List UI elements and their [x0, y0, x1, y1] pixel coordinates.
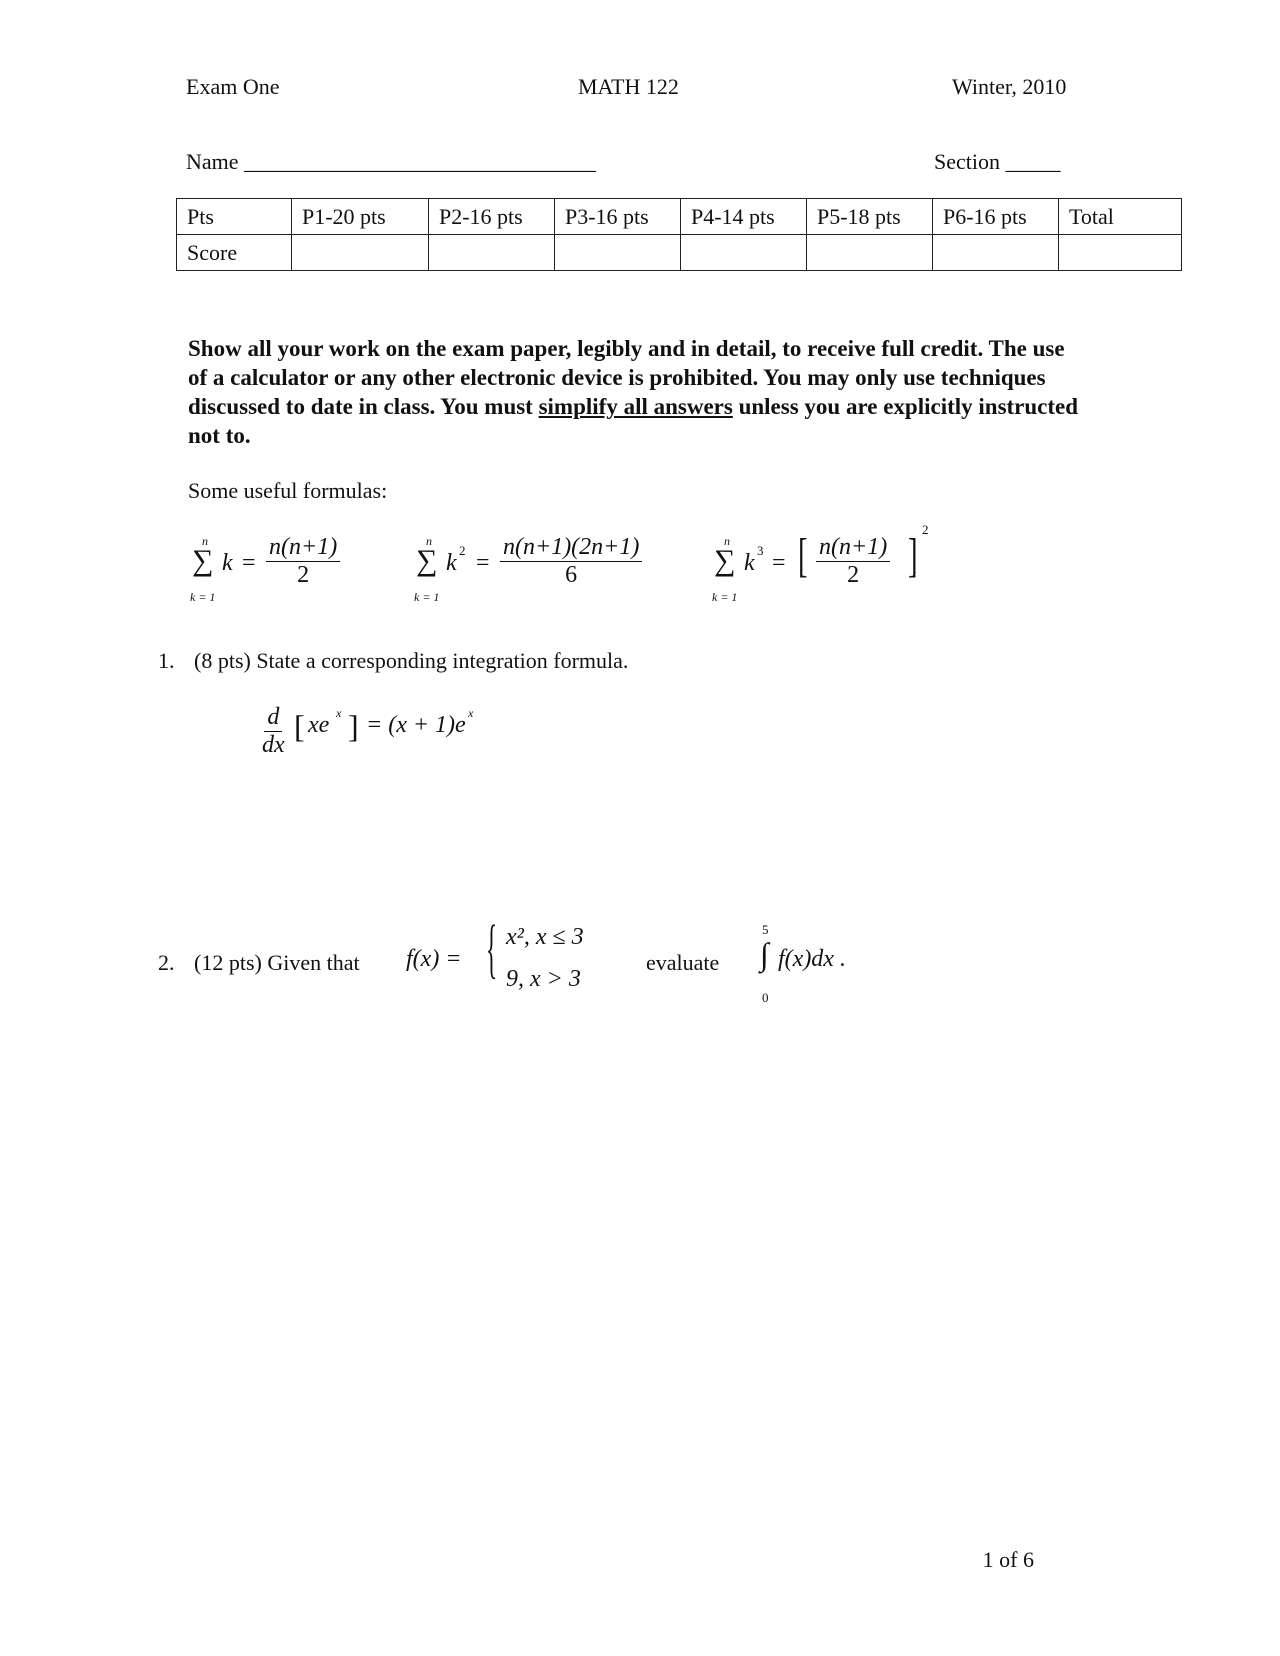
- instructions-underlined: simplify all answers: [538, 394, 733, 419]
- table-cell: P6-16 pts: [933, 199, 1059, 235]
- left-bracket: [: [294, 708, 305, 744]
- table-cell: Score: [177, 235, 292, 271]
- q1-number: 1.: [158, 648, 175, 673]
- table-cell: P4-14 pts: [681, 199, 807, 235]
- q2-number: 2.: [158, 950, 175, 975]
- header-exam-title: Exam One: [186, 74, 280, 99]
- bracket-content: xe: [308, 712, 330, 738]
- fraction-numerator: n(n+1)(2n+1): [500, 534, 642, 562]
- sigma-icon: ∑: [192, 544, 214, 577]
- fraction-denominator: 2: [297, 562, 310, 588]
- sum-upper: n: [426, 534, 432, 548]
- derivative-numerator: d: [264, 704, 282, 732]
- sum-lower: k = 1: [414, 590, 440, 604]
- fraction-numerator: n(n+1): [816, 534, 890, 562]
- fraction: [816, 534, 890, 589]
- table-row: [177, 235, 1182, 271]
- integral-lower: 0: [762, 990, 769, 1005]
- sum-term: k: [222, 550, 233, 576]
- exponent: 2: [459, 543, 466, 558]
- sum-upper: n: [202, 534, 208, 548]
- sigma-icon: ∑: [416, 544, 438, 577]
- derivative-denominator: dx: [262, 732, 285, 758]
- instructions-text-end: unless you are explicitly instructed not to.: [188, 394, 1079, 448]
- page-number: 1 of 6: [982, 1547, 1034, 1572]
- score-cell[interactable]: [681, 235, 807, 271]
- table-cell: Pts: [177, 199, 292, 235]
- table-row: [177, 199, 1182, 235]
- derivative-fraction: [262, 704, 285, 759]
- header-term: Winter, 2010: [952, 74, 1067, 99]
- section-field: Section _____: [934, 149, 1061, 174]
- score-cell[interactable]: [429, 235, 555, 271]
- sigma-icon: ∑: [714, 544, 736, 577]
- score-table: [176, 198, 1182, 271]
- table-cell: Total: [1059, 199, 1182, 235]
- outer-exponent: 2: [922, 522, 929, 537]
- left-bracket: [: [798, 529, 808, 582]
- sum-term: k: [744, 550, 755, 576]
- exponent: 3: [757, 543, 764, 558]
- fraction-denominator: 2: [847, 562, 860, 588]
- equals-sign: =: [476, 550, 490, 576]
- table-cell: P1-20 pts: [292, 199, 429, 235]
- integral-upper: 5: [762, 922, 769, 937]
- left-brace: {: [486, 912, 498, 985]
- score-cell[interactable]: [292, 235, 429, 271]
- fraction: [500, 534, 642, 589]
- score-cell[interactable]: [807, 235, 933, 271]
- q2-function: f(x) =: [406, 946, 462, 972]
- table-cell: P3-16 pts: [555, 199, 681, 235]
- score-cell[interactable]: [555, 235, 681, 271]
- sum-lower: k = 1: [712, 590, 738, 604]
- exponent: x: [468, 706, 474, 720]
- fraction-numerator: n(n+1): [266, 534, 340, 562]
- sum-lower: k = 1: [190, 590, 216, 604]
- exponent: x: [336, 706, 342, 720]
- equals-sign: =: [242, 550, 256, 576]
- score-cell[interactable]: [933, 235, 1059, 271]
- q1-text: (8 pts) State a corresponding integration formula.: [194, 648, 629, 673]
- useful-formulas-label: Some useful formulas:: [188, 478, 388, 503]
- integral-sign-icon: ∫: [760, 936, 769, 972]
- equation-rhs: = (x + 1)e: [366, 712, 466, 738]
- header-course: MATH 122: [578, 74, 679, 99]
- right-bracket: ]: [348, 708, 359, 744]
- equals-sign: =: [772, 550, 786, 576]
- fraction: [266, 534, 340, 589]
- name-field: Name ________________________________: [186, 149, 597, 174]
- fraction-denominator: 6: [565, 562, 578, 588]
- integrand: f(x)dx .: [778, 946, 846, 972]
- sum-term: k: [446, 550, 457, 576]
- instructions: [188, 334, 1088, 450]
- q2-evaluate: evaluate: [646, 950, 720, 975]
- score-cell[interactable]: [1059, 235, 1182, 271]
- q2-case-1: x², x ≤ 3: [506, 924, 584, 950]
- table-cell: P5-18 pts: [807, 199, 933, 235]
- q2-text: (12 pts) Given that: [194, 950, 360, 975]
- instructions-text: Show all your work on the exam paper, legibly and in detail, to receive full credit. The use of a calculator or any other electronic device is prohibited. You may only use techniques discussed to date in class. You must: [188, 336, 1065, 419]
- right-bracket: ]: [908, 529, 918, 582]
- q2-case-2: 9, x > 3: [506, 966, 581, 992]
- table-cell: P2-16 pts: [429, 199, 555, 235]
- sum-upper: n: [724, 534, 730, 548]
